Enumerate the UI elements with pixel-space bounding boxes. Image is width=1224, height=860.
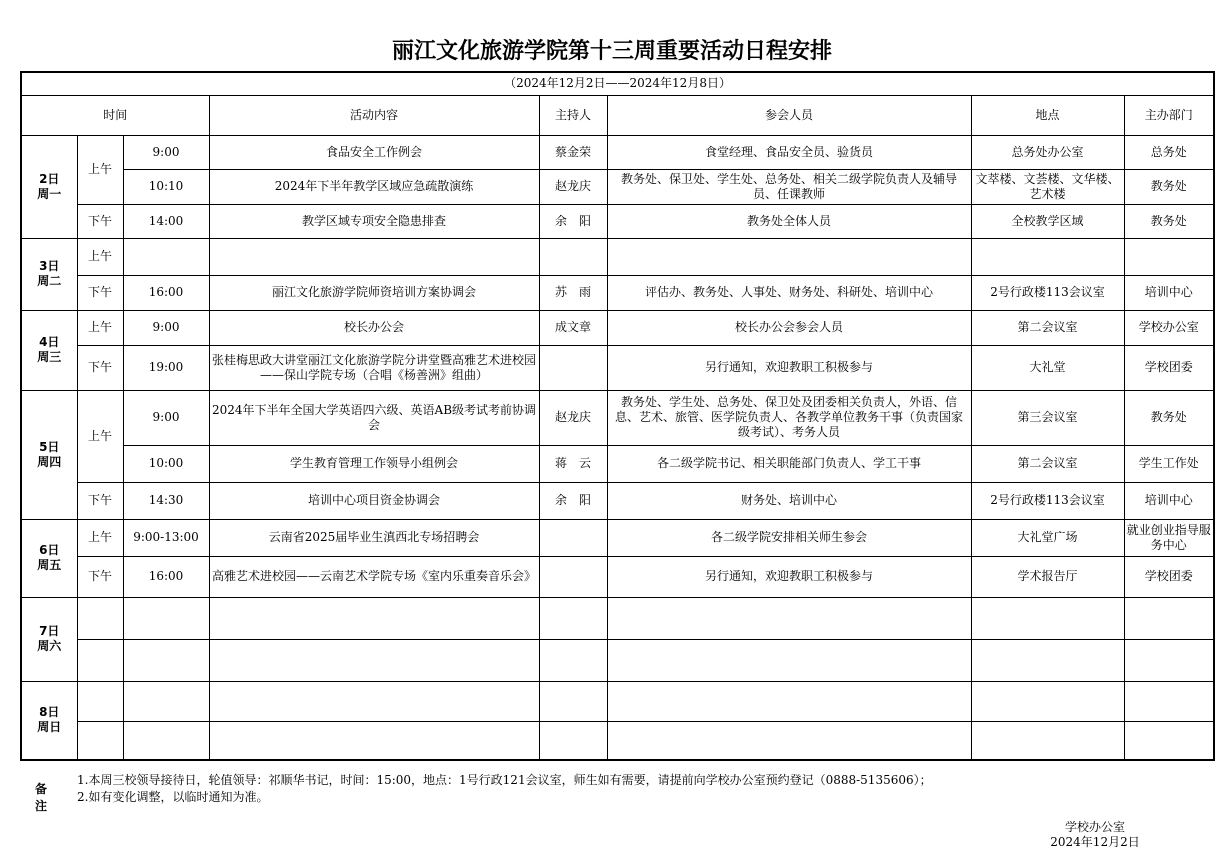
header-time: 时间: [21, 95, 209, 135]
event-location: 2号行政楼113会议室: [971, 482, 1124, 519]
event-time: 16:00: [123, 556, 209, 597]
event-content: 张桂梅思政大讲堂丽江文化旅游学院分讲堂暨高雅艺术进校园——保山学院专场（合唱《杨善洲》组曲）: [209, 345, 539, 390]
period-pm: 下午: [77, 275, 123, 310]
note-line-1: 1.本周三校领导接待日，轮值领导：祁顺华书记，时间：15:00，地点：1号行政121会议室，师生如有需要，请提前向学校办公室预约登记（0888-5135606）；: [77, 773, 932, 787]
table-row: [21, 681, 1214, 721]
event-host: [539, 556, 607, 597]
event-content: 校长办公会: [209, 310, 539, 345]
period-am: 上午: [77, 238, 123, 275]
event-location: 学术报告厅: [971, 556, 1124, 597]
event-location: 大礼堂: [971, 345, 1124, 390]
event-time: 9:00-13:00: [123, 519, 209, 556]
event-attendees: 评估办、教务处、人事处、财务处、科研处、培训中心: [607, 275, 971, 310]
event-host: [539, 345, 607, 390]
event-attendees: 各二级学院书记、相关职能部门负责人、学工干事: [607, 445, 971, 482]
event-dept: 学校团委: [1124, 345, 1214, 390]
day-date: 2日: [39, 171, 60, 186]
day-weekday: 周日: [37, 720, 62, 735]
table-row: [21, 482, 1214, 519]
event-time: 9:00: [123, 310, 209, 345]
table-row: [21, 556, 1214, 597]
day-cell: [21, 238, 77, 310]
day-date: 8日: [39, 705, 60, 720]
event-attendees: 另行通知，欢迎教职工积极参与: [607, 345, 971, 390]
event-content: 高雅艺术进校园——云南艺术学院专场《室内乐重奏音乐会》: [209, 556, 539, 597]
header-attendees: 参会人员: [607, 95, 971, 135]
event-host: 蔡金荣: [539, 135, 607, 169]
signature-office: 学校办公室: [1064, 820, 1125, 834]
event-time: 10:00: [123, 445, 209, 482]
table-row: [21, 135, 1214, 169]
day-date: 3日: [39, 259, 60, 273]
event-time: 10:10: [123, 169, 209, 204]
event-dept: 培训中心: [1124, 482, 1214, 519]
date-range: （2024年12月2日——2024年12月8日）: [21, 72, 1214, 95]
event-dept: 学校团委: [1124, 556, 1214, 597]
event-attendees: 教务处全体人员: [607, 204, 971, 238]
day-weekday: 周三: [37, 350, 62, 364]
event-dept: 总务处: [1124, 135, 1214, 169]
table-row: [21, 390, 1214, 445]
period-pm: 下午: [77, 345, 123, 390]
event-content: 学生教育管理工作领导小组例会: [209, 445, 539, 482]
event-content: 培训中心项目资金协调会: [209, 482, 539, 519]
table-row: [21, 169, 1214, 204]
event-dept: 教务处: [1124, 390, 1214, 445]
event-attendees: 教务处、保卫处、学生处、总务处、相关二级学院负责人及辅导员、任课教师: [607, 169, 971, 204]
event-location: 2号行政楼113会议室: [971, 275, 1124, 310]
notes-label: 备注: [35, 782, 48, 813]
event-attendees: 食堂经理、食品安全员、验货员: [607, 135, 971, 169]
event-host: 赵龙庆: [539, 390, 607, 445]
day-weekday: 周二: [37, 274, 62, 288]
event-dept: 教务处: [1124, 169, 1214, 204]
day-cell: [21, 519, 77, 597]
day-date: 5日: [39, 439, 60, 454]
event-content: 云南省2025届毕业生滇西北专场招聘会: [209, 519, 539, 556]
page-title: 丽江文化旅游学院第十三周重要活动日程安排: [391, 39, 832, 64]
event-content: 2024年下半年全国大学英语四六级、英语AB级考试考前协调会: [209, 390, 539, 445]
event-attendees: 另行通知，欢迎教职工积极参与: [607, 556, 971, 597]
event-time: 9:00: [123, 135, 209, 169]
day-cell: [21, 390, 77, 519]
table-row: [21, 345, 1214, 390]
table-row: [21, 275, 1214, 310]
event-content: 2024年下半年教学区域应急疏散演练: [209, 169, 539, 204]
event-location: 第二会议室: [971, 310, 1124, 345]
day-date: 7日: [39, 624, 60, 638]
event-attendees: 教务处、学生处、总务处、保卫处及团委相关负责人，外语、信息、艺术、旅管、医学院负责人、各教学单位教务干事（负责国家级考试）、考务人员: [607, 390, 971, 445]
event-attendees: 财务处、培训中心: [607, 482, 971, 519]
day-weekday: 周五: [37, 558, 62, 572]
event-time: 19:00: [123, 345, 209, 390]
day-cell: [21, 597, 77, 681]
event-content: 食品安全工作例会: [209, 135, 539, 169]
event-dept: 学生工作处: [1124, 445, 1214, 482]
day-date: 4日: [39, 335, 60, 349]
period-pm: 下午: [77, 482, 123, 519]
table-row: [21, 597, 1214, 639]
table-row: [21, 639, 1214, 681]
schedule-table: [20, 71, 1215, 761]
event-time: 9:00: [123, 390, 209, 445]
period-pm: 下午: [77, 556, 123, 597]
table-row: [21, 721, 1214, 760]
note-line-2: 2.如有变化调整，以临时通知为准。: [77, 790, 269, 804]
header-location: 地点: [971, 95, 1124, 135]
period-am: 上午: [77, 390, 123, 482]
table-row: [21, 445, 1214, 482]
day-weekday: 周六: [37, 639, 62, 653]
event-dept: 教务处: [1124, 204, 1214, 238]
period-pm: 下午: [77, 204, 123, 238]
event-content: 教学区域专项安全隐患排查: [209, 204, 539, 238]
event-host: 余 阳: [539, 482, 607, 519]
table-row: [21, 519, 1214, 556]
day-date: 6日: [39, 543, 60, 557]
header-dept: 主办部门: [1124, 95, 1214, 135]
day-weekday: 周四: [37, 454, 62, 469]
period-am: 上午: [77, 135, 123, 204]
signature: [1040, 820, 1150, 850]
event-host: 余 阳: [539, 204, 607, 238]
event-time: 16:00: [123, 275, 209, 310]
event-location: 总务处办公室: [971, 135, 1124, 169]
day-cell: [21, 681, 77, 760]
header-host: 主持人: [539, 95, 607, 135]
event-location: 第三会议室: [971, 390, 1124, 445]
event-attendees: 各二级学院安排相关师生参会: [607, 519, 971, 556]
event-host: 成文章: [539, 310, 607, 345]
period-am: 上午: [77, 519, 123, 556]
event-time: 14:30: [123, 482, 209, 519]
event-dept: 培训中心: [1124, 275, 1214, 310]
event-content: 丽江文化旅游学院师资培训方案协调会: [209, 275, 539, 310]
event-location: 大礼堂广场: [971, 519, 1124, 556]
signature-date: 2024年12月2日: [1050, 835, 1140, 849]
table-row: [21, 238, 1214, 275]
event-location: 全校教学区域: [971, 204, 1124, 238]
event-location: 第二会议室: [971, 445, 1124, 482]
event-host: 赵龙庆: [539, 169, 607, 204]
event-time: 14:00: [123, 204, 209, 238]
table-row: [21, 310, 1214, 345]
event-dept: 学校办公室: [1124, 310, 1214, 345]
day-weekday: 周一: [37, 186, 62, 201]
header-content: 活动内容: [209, 95, 539, 135]
event-attendees: 校长办公会参会人员: [607, 310, 971, 345]
event-host: [539, 519, 607, 556]
day-cell: [21, 135, 77, 238]
event-dept: 就业创业指导服务中心: [1124, 519, 1214, 556]
event-location: 文萃楼、文荟楼、文华楼、艺术楼: [971, 169, 1124, 204]
event-host: 蒋 云: [539, 445, 607, 482]
table-row: [21, 204, 1214, 238]
day-cell: [21, 310, 77, 390]
event-host: 苏 雨: [539, 275, 607, 310]
period-am: 上午: [77, 310, 123, 345]
